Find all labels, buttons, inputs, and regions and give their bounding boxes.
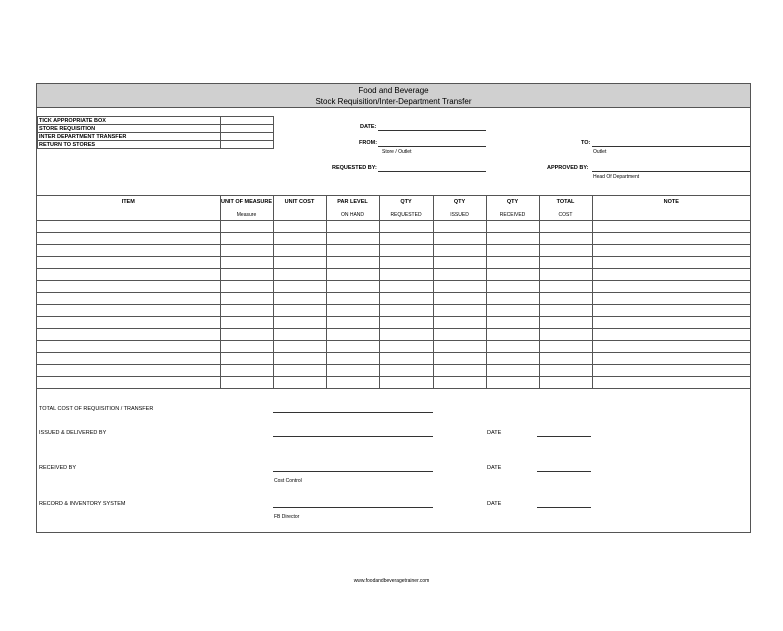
table-cell[interactable] [37, 269, 220, 281]
table-cell[interactable] [273, 233, 326, 245]
table-cell[interactable] [37, 377, 220, 389]
column-header-1 [220, 196, 273, 221]
date-label: DATE: [360, 124, 377, 130]
table-cell[interactable] [433, 353, 486, 365]
table-cell[interactable] [220, 245, 273, 257]
column-header-4 [379, 196, 433, 221]
table-cell[interactable] [539, 281, 592, 293]
table-row [37, 245, 750, 257]
table-cell[interactable] [273, 245, 326, 257]
table-cell[interactable] [379, 245, 433, 257]
approved-by-sub-label: Head Of Department [593, 174, 640, 180]
table-cell[interactable] [433, 341, 486, 353]
table-cell[interactable] [37, 281, 220, 293]
to-label: TO: [581, 140, 591, 146]
table-cell[interactable] [539, 269, 592, 281]
table-cell[interactable] [433, 329, 486, 341]
table-cell[interactable] [379, 353, 433, 365]
table-cell[interactable] [220, 305, 273, 317]
table-cell[interactable] [37, 341, 220, 353]
table-cell[interactable] [592, 269, 750, 281]
table-cell[interactable] [326, 233, 379, 245]
table-cell[interactable] [273, 293, 326, 305]
table-cell[interactable] [379, 221, 433, 233]
table-cell[interactable] [273, 317, 326, 329]
table-cell[interactable] [433, 281, 486, 293]
table-cell[interactable] [433, 221, 486, 233]
tick-box-table [37, 116, 274, 149]
table-cell[interactable] [433, 317, 486, 329]
form-title-band [37, 84, 750, 108]
table-cell[interactable] [592, 353, 750, 365]
store-requisition-checkbox[interactable] [221, 125, 274, 133]
items-table [37, 195, 750, 389]
table-cell[interactable] [486, 245, 539, 257]
total-cost-field[interactable] [273, 412, 433, 413]
table-cell[interactable] [379, 293, 433, 305]
table-row [37, 317, 750, 329]
table-row [37, 257, 750, 269]
table-cell[interactable] [433, 257, 486, 269]
table-cell[interactable] [539, 257, 592, 269]
table-cell[interactable] [220, 353, 273, 365]
column-title: ITEM [121, 199, 135, 205]
table-row [37, 221, 750, 233]
column-title: PAR LEVEL [337, 199, 368, 205]
table-cell[interactable] [592, 329, 750, 341]
table-cell[interactable] [379, 233, 433, 245]
table-cell[interactable] [379, 341, 433, 353]
table-cell[interactable] [37, 245, 220, 257]
table-cell[interactable] [486, 281, 539, 293]
column-header-5 [433, 196, 486, 221]
issued-delivered-label: ISSUED & DELIVERED BY [39, 430, 107, 436]
column-title: UNIT OF MEASURE [220, 199, 273, 205]
table-cell[interactable] [486, 269, 539, 281]
from-field[interactable] [378, 146, 486, 147]
table-cell[interactable] [220, 257, 273, 269]
requested-by-label: REQUESTED BY: [332, 165, 377, 171]
table-cell[interactable] [433, 245, 486, 257]
table-cell[interactable] [37, 293, 220, 305]
table-cell[interactable] [220, 377, 273, 389]
table-cell[interactable] [379, 305, 433, 317]
table-cell[interactable] [326, 269, 379, 281]
table-cell[interactable] [326, 221, 379, 233]
issued-date-label: DATE [487, 430, 502, 436]
table-cell[interactable] [379, 377, 433, 389]
record-inventory-label: RECORD & INVENTORY SYSTEM [39, 501, 126, 507]
table-cell[interactable] [433, 377, 486, 389]
tick-box-heading: TICK APPROPRIATE BOX [38, 117, 221, 125]
received-date-label: DATE [487, 465, 502, 471]
table-cell[interactable] [37, 305, 220, 317]
table-cell[interactable] [326, 365, 379, 377]
issued-date-field[interactable] [537, 436, 591, 437]
table-cell[interactable] [486, 341, 539, 353]
table-cell[interactable] [433, 233, 486, 245]
form-title: Food and Beverage [358, 86, 429, 95]
record-date-field[interactable] [537, 507, 591, 508]
table-row [37, 353, 750, 365]
table-cell[interactable] [326, 293, 379, 305]
requested-by-field[interactable] [378, 171, 486, 172]
cost-control-label: Cost Control [274, 478, 302, 484]
table-cell[interactable] [220, 293, 273, 305]
from-label: FROM: [359, 140, 378, 146]
table-cell[interactable] [539, 317, 592, 329]
table-cell[interactable] [592, 317, 750, 329]
requisition-form [36, 83, 751, 533]
table-cell[interactable] [539, 353, 592, 365]
table-cell[interactable] [486, 305, 539, 317]
table-cell[interactable] [486, 257, 539, 269]
table-row [37, 233, 750, 245]
column-header-2 [273, 196, 326, 221]
column-subtitle: RECEIVED [499, 212, 526, 218]
table-row [37, 293, 750, 305]
table-cell[interactable] [379, 317, 433, 329]
table-cell[interactable] [220, 221, 273, 233]
table-row [37, 365, 750, 377]
table-cell[interactable] [539, 377, 592, 389]
items-table-header [37, 196, 750, 221]
table-cell[interactable] [433, 269, 486, 281]
record-inventory-field[interactable] [273, 507, 433, 508]
table-cell[interactable] [220, 365, 273, 377]
column-subtitle: COST [558, 212, 573, 218]
table-cell[interactable] [326, 329, 379, 341]
table-cell[interactable] [539, 293, 592, 305]
received-date-field[interactable] [537, 471, 591, 472]
store-requisition-label: STORE REQUISITION [38, 125, 221, 133]
column-title: TOTAL [556, 199, 575, 205]
table-cell[interactable] [486, 233, 539, 245]
table-cell[interactable] [592, 233, 750, 245]
column-title: NOTE [663, 199, 679, 205]
inter-department-label: INTER DEPARTMENT TRANSFER [38, 133, 221, 141]
table-cell[interactable] [379, 257, 433, 269]
table-cell[interactable] [379, 365, 433, 377]
table-cell[interactable] [592, 257, 750, 269]
table-cell[interactable] [592, 245, 750, 257]
table-cell[interactable] [379, 281, 433, 293]
table-cell[interactable] [486, 365, 539, 377]
table-row [37, 329, 750, 341]
record-date-label: DATE [487, 501, 502, 507]
table-cell[interactable] [539, 365, 592, 377]
table-cell[interactable] [326, 257, 379, 269]
received-by-field[interactable] [273, 471, 433, 472]
total-cost-label: TOTAL COST OF REQUISITION / TRANSFER [39, 406, 154, 412]
table-cell[interactable] [539, 245, 592, 257]
table-row [37, 269, 750, 281]
form-subtitle: Stock Requisition/Inter-Department Transfer [315, 97, 472, 106]
table-cell[interactable] [273, 269, 326, 281]
table-cell[interactable] [326, 317, 379, 329]
table-cell[interactable] [37, 353, 220, 365]
table-cell[interactable] [220, 269, 273, 281]
table-cell[interactable] [486, 353, 539, 365]
column-header-6 [486, 196, 539, 221]
table-cell[interactable] [273, 365, 326, 377]
to-sub-label: Outlet [593, 149, 607, 155]
table-cell[interactable] [326, 281, 379, 293]
column-subtitle: REQUESTED [390, 212, 422, 218]
column-title: QTY [453, 199, 466, 205]
table-cell[interactable] [539, 329, 592, 341]
issued-delivered-field[interactable] [273, 436, 433, 437]
table-cell[interactable] [326, 245, 379, 257]
table-cell[interactable] [273, 377, 326, 389]
table-cell[interactable] [37, 221, 220, 233]
table-cell[interactable] [486, 293, 539, 305]
from-sub-label: Store / Outlet [382, 149, 412, 155]
table-cell[interactable] [37, 233, 220, 245]
table-cell[interactable] [37, 257, 220, 269]
footer-website: www.foodandbeveragetrainer.com [353, 578, 430, 584]
table-cell[interactable] [273, 305, 326, 317]
table-row [37, 281, 750, 293]
table-cell[interactable] [273, 221, 326, 233]
table-cell[interactable] [273, 353, 326, 365]
inter-department-checkbox[interactable] [221, 133, 274, 141]
table-cell[interactable] [326, 377, 379, 389]
table-cell[interactable] [220, 341, 273, 353]
table-row [37, 341, 750, 353]
column-title: UNIT COST [284, 199, 315, 205]
table-cell[interactable] [592, 281, 750, 293]
table-row [37, 305, 750, 317]
table-cell[interactable] [379, 269, 433, 281]
table-cell[interactable] [539, 341, 592, 353]
table-cell[interactable] [326, 305, 379, 317]
table-cell[interactable] [379, 329, 433, 341]
table-cell[interactable] [220, 317, 273, 329]
table-cell[interactable] [539, 221, 592, 233]
column-subtitle: ISSUED [450, 212, 469, 218]
return-to-stores-label: RETURN TO STORES [38, 141, 221, 149]
column-header-3 [326, 196, 379, 221]
to-field[interactable] [592, 146, 750, 147]
table-cell[interactable] [433, 365, 486, 377]
column-header-7 [539, 196, 592, 221]
table-cell[interactable] [273, 281, 326, 293]
column-title: QTY [506, 199, 519, 205]
column-subtitle: Measure [236, 212, 257, 218]
table-cell[interactable] [273, 329, 326, 341]
table-cell[interactable] [220, 281, 273, 293]
column-title: QTY [400, 199, 412, 205]
table-cell[interactable] [37, 365, 220, 377]
approved-by-label: APPROVED BY: [547, 165, 589, 171]
table-cell[interactable] [592, 341, 750, 353]
table-cell[interactable] [592, 293, 750, 305]
table-cell[interactable] [592, 305, 750, 317]
table-cell[interactable] [486, 377, 539, 389]
column-header-0 [37, 196, 220, 221]
table-cell[interactable] [273, 257, 326, 269]
table-cell[interactable] [539, 305, 592, 317]
approved-by-field[interactable] [592, 171, 750, 172]
table-cell[interactable] [220, 329, 273, 341]
table-cell[interactable] [539, 233, 592, 245]
date-field[interactable] [378, 130, 486, 131]
fb-director-label: FB Director [274, 514, 300, 520]
table-cell[interactable] [592, 365, 750, 377]
table-cell[interactable] [592, 221, 750, 233]
table-cell[interactable] [433, 293, 486, 305]
table-row [37, 377, 750, 389]
column-header-8 [592, 196, 750, 221]
table-cell[interactable] [486, 329, 539, 341]
table-cell[interactable] [37, 329, 220, 341]
table-cell[interactable] [592, 377, 750, 389]
table-cell[interactable] [326, 353, 379, 365]
table-cell[interactable] [37, 317, 220, 329]
table-cell[interactable] [326, 341, 379, 353]
table-cell[interactable] [433, 305, 486, 317]
table-cell[interactable] [486, 221, 539, 233]
table-cell[interactable] [486, 317, 539, 329]
table-cell[interactable] [273, 341, 326, 353]
return-to-stores-checkbox[interactable] [221, 141, 274, 149]
table-cell[interactable] [220, 233, 273, 245]
items-table-body [37, 221, 750, 389]
received-by-label: RECEIVED BY [39, 465, 76, 471]
column-subtitle: ON HAND [340, 212, 365, 218]
